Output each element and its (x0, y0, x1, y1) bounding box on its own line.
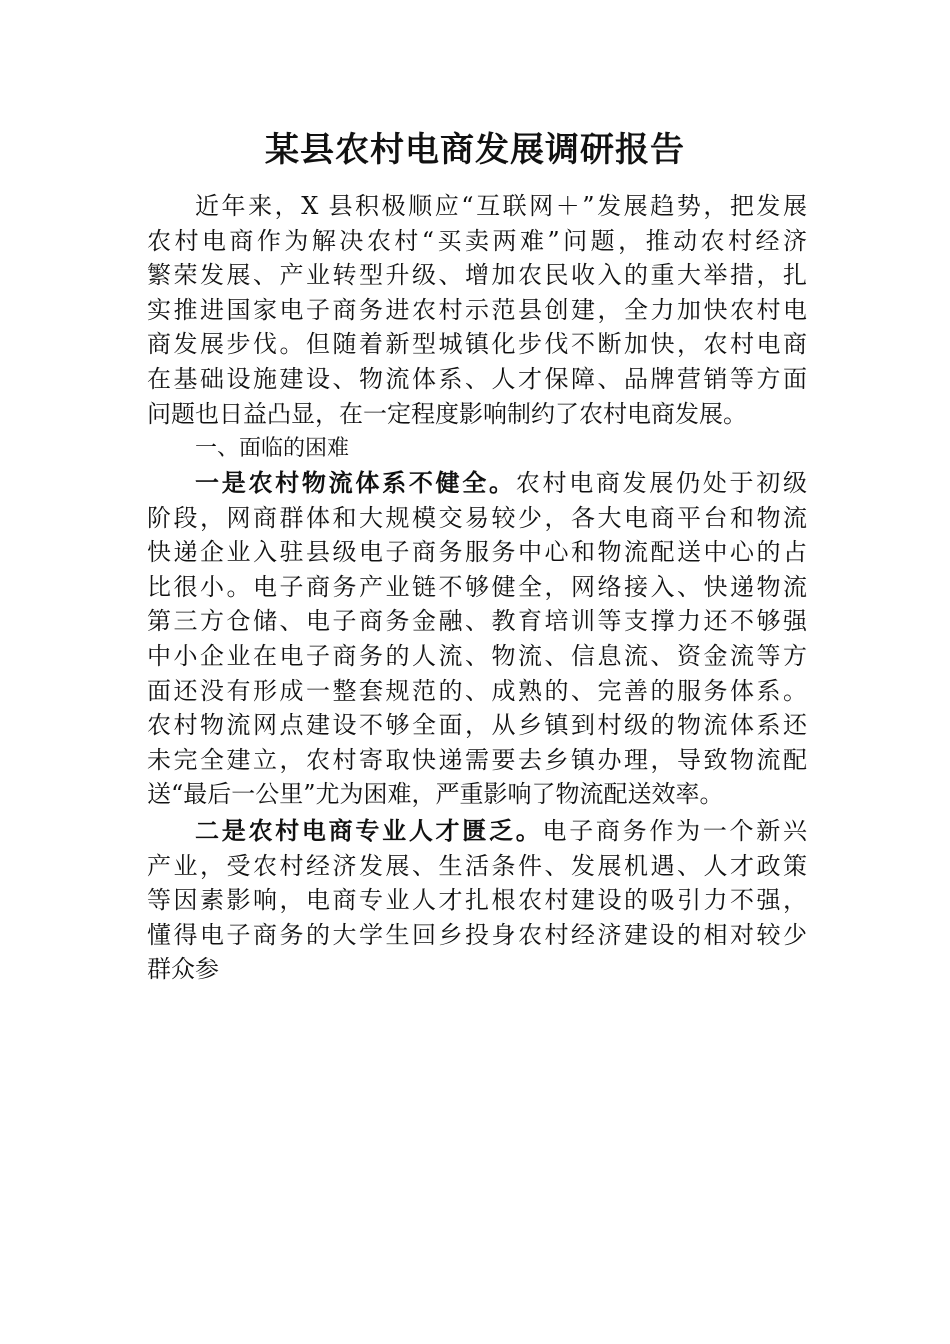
paragraph-line: 农村物流网点建设不够全面，从乡镇到村级的物流体系还 (147, 711, 807, 740)
paragraph-line: 商发展步伐。但随着新型城镇化步伐不断加快，农村电商 (147, 330, 807, 359)
paragraph-line: 在基础设施建设、物流体系、人才保障、品牌营销等方面 (147, 364, 807, 393)
paragraph-line: 面还没有形成一整套规范的、成熟的、完善的服务体系。 (147, 676, 807, 705)
point1-first-line-rest: 农村电商发展仍处于初级 (515, 469, 808, 497)
point1-lead: 一是农村物流体系不健全。 (195, 468, 516, 497)
point2-lead: 二是农村电商专业人才匮乏。 (195, 816, 543, 845)
document-title: 某县农村电商发展调研报告 (265, 130, 685, 170)
paragraph-line (147, 814, 807, 849)
paragraph-line: 等因素影响，电商专业人才扎根农村建设的吸引力不强， (147, 886, 807, 915)
paragraph-line: 群众参 (147, 955, 219, 984)
point1-paragraph (147, 466, 807, 812)
paragraph-line: 未完全建立，农村寄取快递需要去乡镇办理，导致物流配 (147, 745, 807, 774)
paragraph-line: 中小企业在电子商务的人流、物流、信息流、资金流等方 (147, 641, 807, 670)
point2-first-line-rest: 电子商务作为一个新兴 (542, 817, 808, 845)
intro-paragraph (147, 189, 807, 431)
paragraph-line: 近年来，X 县积极顺应“互联网＋”发展趋势，把发展 (195, 192, 807, 220)
paragraph-line: 繁荣发展、产业转型升级、增加农民收入的重大举措，扎 (147, 261, 807, 290)
paragraph-line: 快递企业入驻县级电子商务服务中心和物流配送中心的占 (147, 538, 807, 567)
paragraph-line (147, 466, 807, 501)
paragraph-line: 问题也日益凸显，在一定程度影响制约了农村电商发展。 (147, 399, 747, 428)
paragraph-line: 阶段，网商群体和大规模交易较少，各大电商平台和物流 (147, 503, 807, 532)
paragraph-line: 实推进国家电子商务进农村示范县创建，全力加快农村电 (147, 295, 807, 324)
section-heading: 一、面临的困难 (195, 436, 350, 461)
paragraph-line: 第三方仓储、电子商务金融、教育培训等支撑力还不够强 (147, 607, 807, 636)
paragraph-line: 比很小。电子商务产业链不够健全，网络接入、快递物流 (147, 572, 807, 601)
point2-paragraph (147, 814, 807, 987)
paragraph-line: 农村电商作为解决农村“买卖两难”问题，推动农村经济 (147, 226, 807, 255)
paragraph-line: 送“最后一公里”尤为困难，严重影响了物流配送效率。 (147, 780, 724, 809)
paragraph-line: 懂得电子商务的大学生回乡投身农村经济建设的相对较少 (147, 920, 807, 949)
paragraph-line: 产业，受农村经济发展、生活条件、发展机遇、人才政策 (147, 851, 807, 880)
